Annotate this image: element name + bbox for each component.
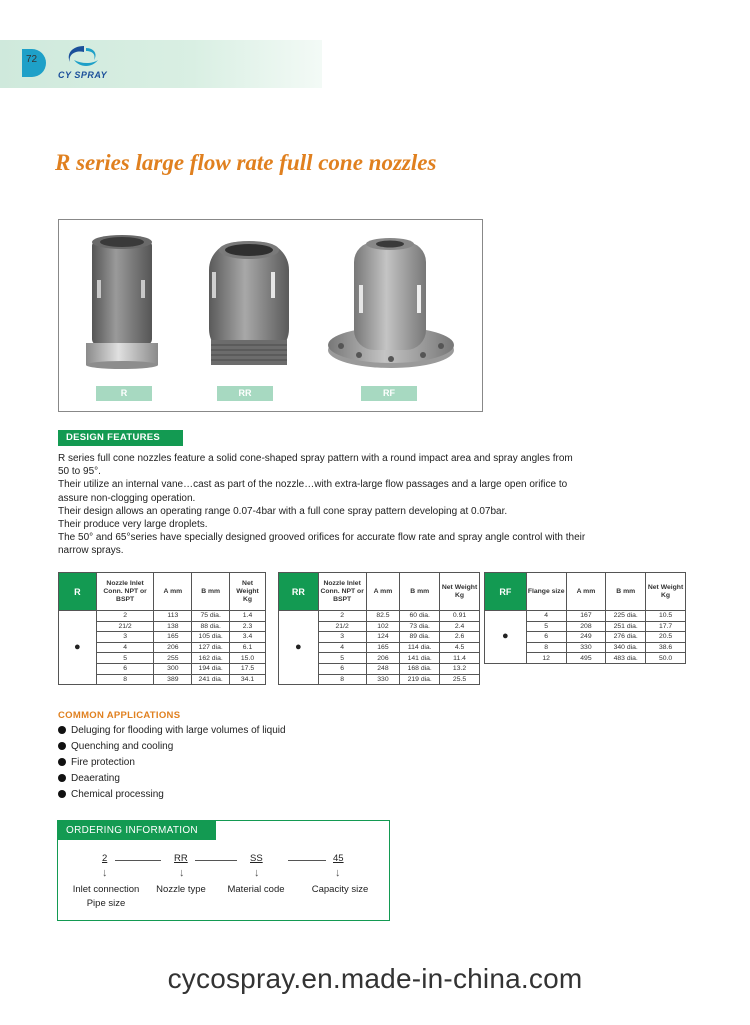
page-title: R series large flow rate full cone nozzles bbox=[55, 150, 437, 175]
table-cell: 219 dia. bbox=[400, 674, 440, 685]
down-arrow-icon: ↓ bbox=[335, 867, 341, 879]
table-cell: 4 bbox=[526, 611, 566, 622]
spec-table-rf bbox=[484, 572, 686, 664]
table-code: RR bbox=[279, 573, 319, 611]
table-cell: 167 bbox=[566, 611, 606, 622]
application-item bbox=[58, 789, 164, 800]
table-cell: 114 dia. bbox=[400, 642, 440, 653]
table-code: R bbox=[59, 573, 97, 611]
table-cell: 25.5 bbox=[440, 674, 480, 685]
order-label-capacity: Capacity size bbox=[311, 884, 369, 895]
column-header: Net Weight Kg bbox=[230, 573, 266, 611]
down-arrow-icon: ↓ bbox=[102, 867, 108, 879]
order-label-material: Material code bbox=[227, 884, 285, 895]
table-cell: 340 dia. bbox=[606, 642, 646, 653]
column-header: Nozzle Inlet Conn. NPT or BSPT bbox=[318, 573, 366, 611]
column-header: Net Weight Kg bbox=[646, 573, 686, 611]
table-cell: 495 bbox=[566, 653, 606, 664]
order-dash bbox=[115, 860, 161, 861]
column-header: A mm bbox=[566, 573, 606, 611]
table-cell: 225 dia. bbox=[606, 611, 646, 622]
order-code-material: SS bbox=[250, 853, 263, 864]
application-text: Deluging for flooding with large volumes of liquid bbox=[71, 725, 286, 736]
page-number: 72 bbox=[26, 54, 38, 65]
application-text: Fire protection bbox=[71, 757, 135, 768]
application-text: Quenching and cooling bbox=[71, 741, 174, 752]
table-cell: 89 dia. bbox=[400, 632, 440, 643]
feature-line: assure non-clogging operation. bbox=[58, 492, 196, 504]
availability-dot: ● bbox=[485, 611, 527, 664]
table-cell: 60 dia. bbox=[400, 611, 440, 622]
table-cell: 17.5 bbox=[230, 663, 266, 674]
table-cell: 3 bbox=[96, 632, 154, 643]
common-applications-heading: COMMON APPLICATIONS bbox=[58, 710, 181, 721]
order-code-capacity: 45 bbox=[333, 853, 344, 864]
down-arrow-icon: ↓ bbox=[254, 867, 260, 879]
table-cell: 2.4 bbox=[440, 621, 480, 632]
product-photo-panel bbox=[58, 219, 483, 412]
table-cell: 165 bbox=[154, 632, 192, 643]
table-cell: 8 bbox=[318, 674, 366, 685]
table-cell: 330 bbox=[566, 642, 606, 653]
table-cell: 6 bbox=[96, 663, 154, 674]
table-cell: 8 bbox=[96, 674, 154, 685]
table-cell: 82.5 bbox=[366, 611, 400, 622]
table-cell: 4 bbox=[96, 642, 154, 653]
bullet-icon bbox=[58, 726, 66, 734]
order-code-nozzle-type: RR bbox=[174, 853, 188, 864]
bullet-icon bbox=[58, 758, 66, 766]
table-cell: 162 dia. bbox=[192, 653, 230, 664]
nozzle-product-illustration bbox=[59, 220, 484, 413]
table-cell: 255 bbox=[154, 653, 192, 664]
table-cell: 1.4 bbox=[230, 611, 266, 622]
spec-table-r bbox=[58, 572, 266, 685]
table-cell: 2 bbox=[96, 611, 154, 622]
down-arrow-icon: ↓ bbox=[179, 867, 185, 879]
table-cell: 248 bbox=[366, 663, 400, 674]
table-cell: 141 dia. bbox=[400, 653, 440, 664]
product-label-rf: RF bbox=[361, 386, 417, 401]
table-cell: 5 bbox=[318, 653, 366, 664]
feature-line: Their produce very large droplets. bbox=[58, 519, 208, 531]
table-cell: 21/2 bbox=[318, 621, 366, 632]
column-header: A mm bbox=[154, 573, 192, 611]
bullet-icon bbox=[58, 742, 66, 750]
table-cell: 11.4 bbox=[440, 653, 480, 664]
availability-dot: ● bbox=[59, 611, 97, 685]
table-cell: 330 bbox=[366, 674, 400, 685]
table-cell: 249 bbox=[566, 632, 606, 643]
table-cell: 127 dia. bbox=[192, 642, 230, 653]
table-cell: 20.5 bbox=[646, 632, 686, 643]
feature-line: 50 to 95°. bbox=[58, 466, 101, 478]
table-cell: 0.91 bbox=[440, 611, 480, 622]
table-cell: 113 bbox=[154, 611, 192, 622]
column-header: B mm bbox=[400, 573, 440, 611]
table-cell: 3.4 bbox=[230, 632, 266, 643]
table-cell: 194 dia. bbox=[192, 663, 230, 674]
order-sublabel-pipe-size: Pipe size bbox=[86, 898, 126, 909]
table-cell: 276 dia. bbox=[606, 632, 646, 643]
table-cell: 2 bbox=[318, 611, 366, 622]
table-cell: 300 bbox=[154, 663, 192, 674]
application-item bbox=[58, 757, 135, 768]
column-header: Nozzle Inlet Conn. NPT or BSPT bbox=[96, 573, 154, 611]
table-cell: 105 dia. bbox=[192, 632, 230, 643]
table-cell: 88 dia. bbox=[192, 621, 230, 632]
feature-line: narrow sprays. bbox=[58, 545, 124, 557]
feature-line: Their utilize an internal vane…cast as part of the nozzle…with extra-large flow passages and a large open orifice to bbox=[58, 479, 568, 491]
table-cell: 8 bbox=[526, 642, 566, 653]
application-text: Chemical processing bbox=[71, 789, 164, 800]
table-row bbox=[59, 611, 266, 622]
table-cell: 38.6 bbox=[646, 642, 686, 653]
table-cell: 6 bbox=[318, 663, 366, 674]
application-item bbox=[58, 773, 120, 784]
table-cell: 483 dia. bbox=[606, 653, 646, 664]
column-header: A mm bbox=[366, 573, 400, 611]
table-cell: 10.5 bbox=[646, 611, 686, 622]
product-label-r: R bbox=[96, 386, 152, 401]
table-cell: 5 bbox=[526, 621, 566, 632]
design-features-text bbox=[58, 452, 638, 558]
bullet-icon bbox=[58, 774, 66, 782]
table-cell: 12 bbox=[526, 653, 566, 664]
feature-line: Their design allows an operating range 0.07-4bar with a full cone spray pattern developing at 0.07bar. bbox=[58, 505, 508, 517]
ordering-information-heading: ORDERING INFORMATION bbox=[58, 821, 216, 840]
column-header: B mm bbox=[606, 573, 646, 611]
table-cell: 206 bbox=[366, 653, 400, 664]
order-label-nozzle-type: Nozzle type bbox=[156, 884, 206, 895]
brand-name: CY SPRAY bbox=[58, 70, 108, 80]
table-cell: 3 bbox=[318, 632, 366, 643]
table-cell: 34.1 bbox=[230, 674, 266, 685]
order-code-pipe-size: 2 bbox=[102, 853, 108, 864]
table-cell: 50.0 bbox=[646, 653, 686, 664]
column-header: B mm bbox=[192, 573, 230, 611]
table-cell: 208 bbox=[566, 621, 606, 632]
table-cell: 251 dia. bbox=[606, 621, 646, 632]
table-cell: 13.2 bbox=[440, 663, 480, 674]
ordering-information-box bbox=[57, 820, 390, 921]
application-item bbox=[58, 725, 286, 736]
table-code: RF bbox=[485, 573, 527, 611]
order-dash bbox=[195, 860, 237, 861]
table-cell: 6.1 bbox=[230, 642, 266, 653]
table-cell: 206 bbox=[154, 642, 192, 653]
table-cell: 15.0 bbox=[230, 653, 266, 664]
table-cell: 165 bbox=[366, 642, 400, 653]
table-cell: 17.7 bbox=[646, 621, 686, 632]
table-row bbox=[485, 611, 686, 622]
table-cell: 4.5 bbox=[440, 642, 480, 653]
table-cell: 241 dia. bbox=[192, 674, 230, 685]
table-cell: 124 bbox=[366, 632, 400, 643]
cy-spray-logo-icon bbox=[54, 42, 114, 72]
feature-line: R series full cone nozzles feature a solid cone-shaped spray pattern with a round impact area and spray angles from bbox=[58, 453, 573, 464]
order-dash bbox=[288, 860, 326, 861]
table-row bbox=[279, 611, 480, 622]
application-text: Deaerating bbox=[71, 773, 120, 784]
table-cell: 73 dia. bbox=[400, 621, 440, 632]
product-label-rr: RR bbox=[217, 386, 273, 401]
spec-table-rr bbox=[278, 572, 480, 685]
order-label-inlet: Inlet connection bbox=[72, 884, 140, 895]
table-cell: 168 dia. bbox=[400, 663, 440, 674]
table-cell: 138 bbox=[154, 621, 192, 632]
table-cell: 6 bbox=[526, 632, 566, 643]
table-cell: 75 dia. bbox=[192, 611, 230, 622]
table-cell: 389 bbox=[154, 674, 192, 685]
table-cell: 2.6 bbox=[440, 632, 480, 643]
table-cell: 5 bbox=[96, 653, 154, 664]
design-features-heading: DESIGN FEATURES bbox=[58, 430, 183, 446]
application-item bbox=[58, 741, 173, 752]
feature-line: The 50° and 65°series have specially designed grooved orifices for accurate flow rate and spray angle control with their bbox=[58, 532, 586, 544]
footer-url: cycospray.en.made-in-china.com bbox=[167, 963, 583, 994]
column-header: Net Weight Kg bbox=[440, 573, 480, 611]
column-header: Flange size bbox=[526, 573, 566, 611]
table-cell: 2.3 bbox=[230, 621, 266, 632]
availability-dot: ● bbox=[279, 611, 319, 685]
bullet-icon bbox=[58, 790, 66, 798]
table-cell: 21/2 bbox=[96, 621, 154, 632]
table-cell: 4 bbox=[318, 642, 366, 653]
table-cell: 102 bbox=[366, 621, 400, 632]
